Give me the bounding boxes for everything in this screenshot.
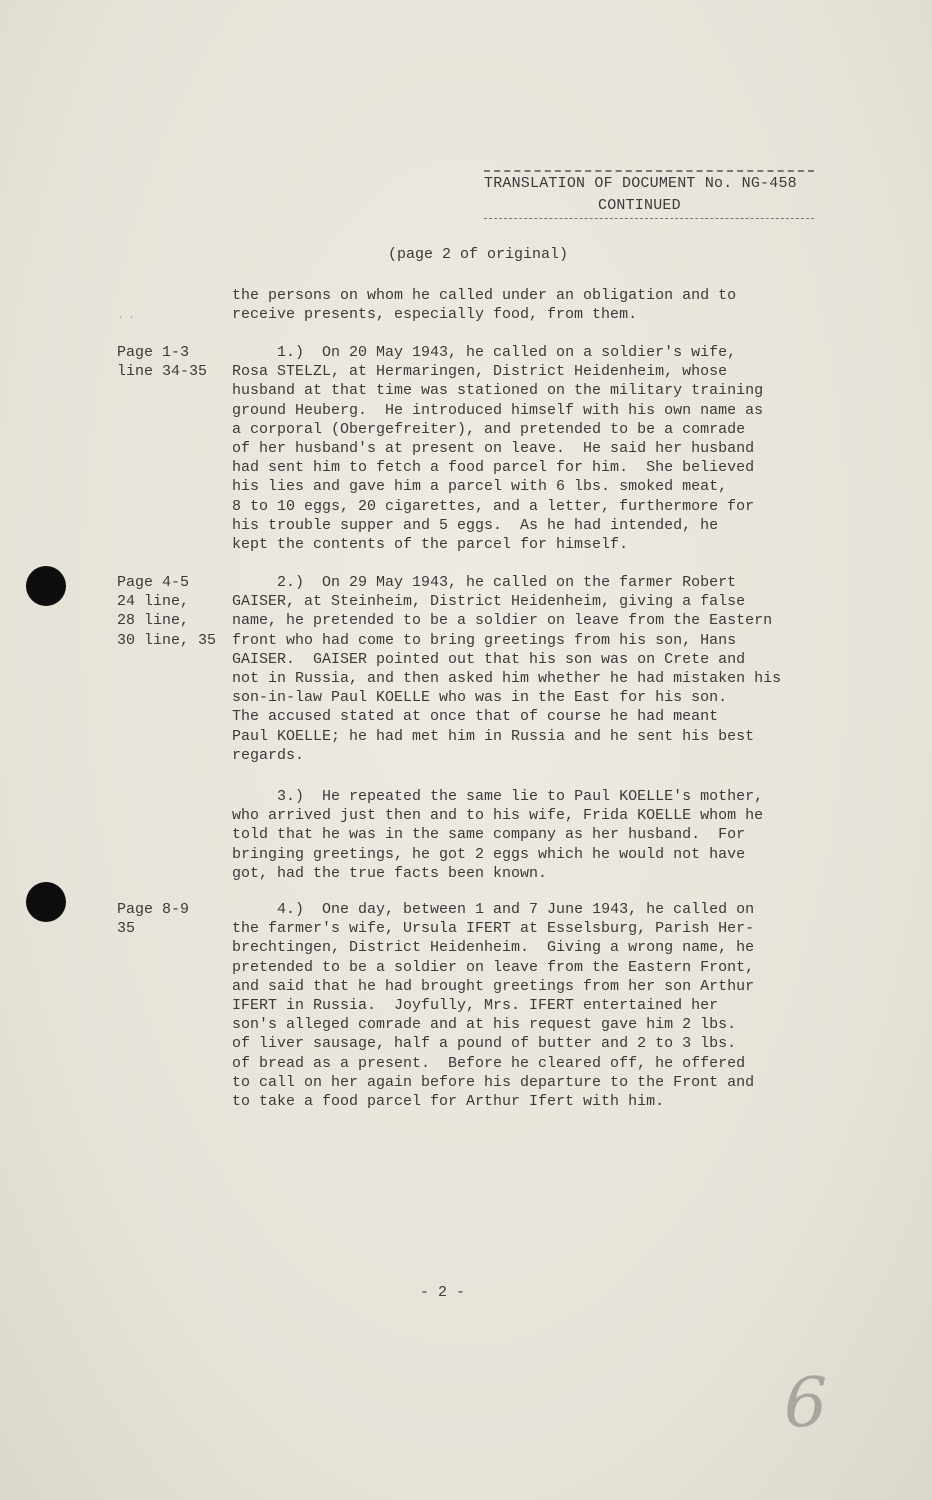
- page-number: - 2 -: [420, 1284, 466, 1301]
- punch-hole-top: [26, 566, 66, 606]
- original-page-reference: (page 2 of original): [388, 246, 569, 263]
- handwritten-page-mark: 6: [784, 1364, 828, 1443]
- paragraph-3: 3.) He repeated the same lie to Paul KOELLE's mother, who arrived just then and to his wife, Frida KOELLE whom he told that he was in the same company as her husband. For bringing greetings, he got 2 eggs which he would not have got, had the true facts been known.: [232, 788, 764, 882]
- header-continued: CONTINUED: [598, 197, 681, 214]
- translation-header: [484, 170, 814, 219]
- margin-note-4: Page 8-9 35: [117, 901, 190, 938]
- punch-hole-bottom: [26, 882, 66, 922]
- margin-note-2: Page 4-5 24 line, 28 line, 30 line, 35: [117, 574, 217, 649]
- margin-dots: . .: [118, 311, 135, 321]
- paragraph-1: 1.) On 20 May 1943, he called on a soldier's wife, Rosa STELZL, at Hermaringen, District Heidenheim, whose husband at that time was stationed on the military training ground Heuberg. He introduced himself with his own name as a corporal (Obergefreiter), and pretended to be a comrade of her husband's at present on leave. He said her husband had sent him to fetch a food parcel for him. She believed his lies and gave him a parcel with 6 lbs. smoked meat, 8 to 10 eggs, 20 cigarettes, and a letter, furthermore for his trouble supper and 5 eggs. As he had intended, he kept the contents of the parcel for himself.: [232, 344, 764, 554]
- margin-note-1: Page 1-3 line 34-35: [117, 344, 208, 381]
- header-title: TRANSLATION OF DOCUMENT No. NG-458: [484, 175, 797, 192]
- intro-paragraph: the persons on whom he called under an obligation and to receive presents, especially food, from them.: [232, 287, 737, 324]
- header-rule-bottom: [484, 218, 814, 219]
- paragraph-4: 4.) One day, between 1 and 7 June 1943, he called on the farmer's wife, Ursula IFERT at Esselsburg, Parish Her- brechtingen, District Heidenheim. Giving a wrong name, he pretended to be a soldier on leave from the Eastern Front, and said that he had brought greetings from her son Arthur IFERT in Russia. Joyfully, Mrs. IFERT entertained her son's alleged comrade and at his request gave him 2 lbs. of liver sausage, half a pound of butter and 2 to 3 lbs. of bread as a present. Before he cleared off, he offered to call on her again before his departure to the Front and to take a food parcel for Arthur Ifert with him.: [232, 901, 755, 1111]
- paragraph-2: 2.) On 29 May 1943, he called on the farmer Robert GAISER, at Steinheim, District Heidenheim, giving a false name, he pretended to be a soldier on leave from the Eastern front who had come to bring greetings from his son, Hans GAISER. GAISER pointed out that his son was on Crete and not in Russia, and then asked him whether he had mistaken his son-in-law Paul KOELLE who was in the East for his son. The accused stated at once that of course he had meant Paul KOELLE; he had met him in Russia and he sent his best regards.: [232, 574, 782, 764]
